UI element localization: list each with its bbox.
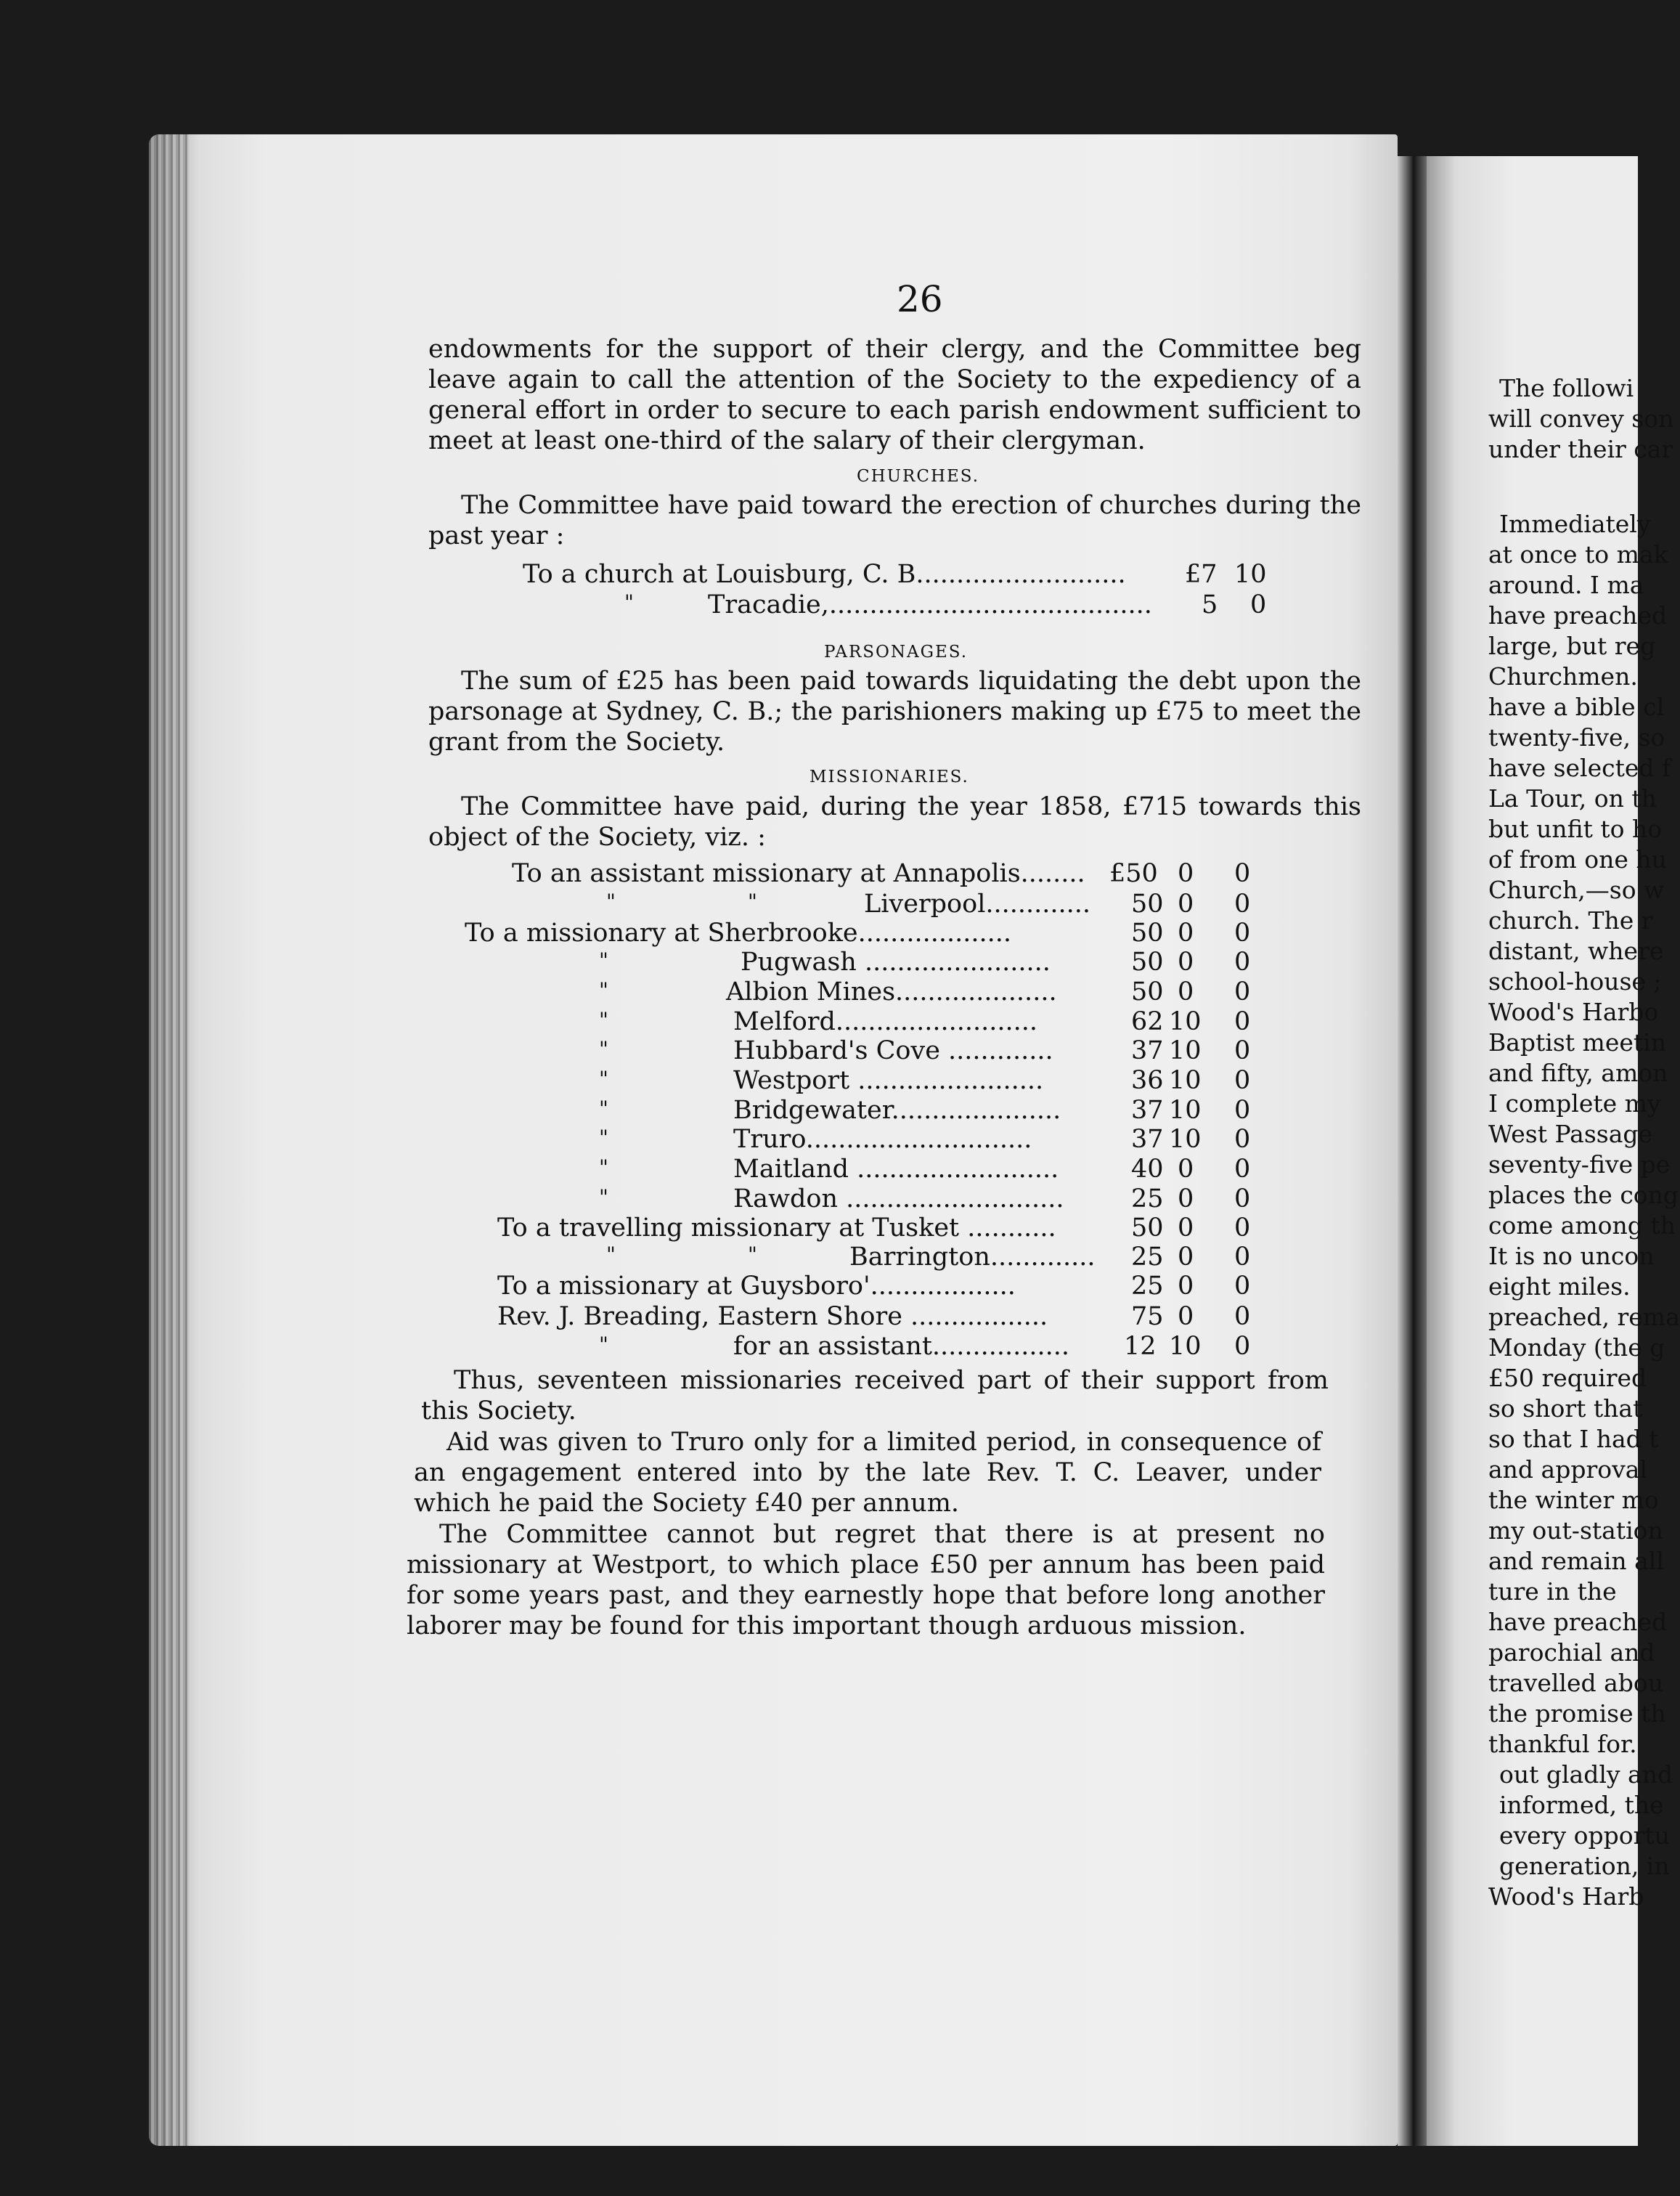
church-item-shillings: 10 <box>1234 560 1267 589</box>
parsonages-text: The sum of £25 has been paid towards liquidating the debt upon the parsonage at Sydney, C. B.; the parishioners making up £75 to meet the grant from the Society. <box>428 667 1361 757</box>
right-page-line: my out-station <box>1488 1516 1663 1545</box>
right-page-line: generation, in <box>1499 1852 1670 1880</box>
right-page-line: around. I ma <box>1488 571 1644 599</box>
missionary-row-pounds: 50 <box>1131 919 1164 948</box>
missionary-row-label: Bridgewater..................... <box>733 1096 1061 1125</box>
missionary-row-shillings: 0 <box>1178 1184 1194 1213</box>
missionary-row-pence: 0 <box>1234 1155 1251 1184</box>
missionary-row-pounds: 37 <box>1131 1096 1164 1125</box>
missionary-row-pounds: 12 <box>1124 1332 1157 1361</box>
right-page-line: so that I had t <box>1488 1425 1659 1453</box>
right-page-line: come among th <box>1488 1211 1676 1240</box>
ditto-mark: " <box>599 1126 608 1150</box>
missionary-row-shillings: 0 <box>1178 919 1194 948</box>
ditto-mark: " <box>748 1243 757 1266</box>
missionary-row-label: Hubbard's Cove ............. <box>733 1036 1053 1065</box>
missionary-row-label: Barrington............. <box>849 1243 1096 1272</box>
right-page-line: ture in the <box>1488 1577 1617 1606</box>
right-page-line: every opportu <box>1499 1821 1670 1850</box>
right-page-line: £50 required <box>1488 1364 1647 1392</box>
right-page-line: have preached <box>1488 601 1668 630</box>
missionary-row-shillings: 0 <box>1178 948 1194 977</box>
church-item-pounds: 5 <box>1202 590 1218 619</box>
right-page-line: will convey son <box>1488 404 1674 433</box>
right-page-line: of from one hu <box>1488 845 1667 874</box>
closing-paragraph: Aid was given to Truro only for a limited period, in consequence of an engagement entered into by the late Rev. T. C. Leaver, under which he paid the Society £40 per annum. <box>414 1428 1321 1518</box>
right-page-line: seventy-five pe <box>1488 1150 1671 1179</box>
missionary-row-shillings: 10 <box>1169 1332 1202 1361</box>
churches-heading: CHURCHES. <box>857 467 980 486</box>
right-page-line: and approval <box>1488 1455 1647 1484</box>
churches-text: The Committee have paid toward the erection of churches during the past year : <box>428 491 1361 550</box>
missionary-row-shillings: 0 <box>1178 1302 1194 1331</box>
right-page-line: preached, rema <box>1488 1303 1680 1331</box>
missionary-row-pence: 0 <box>1234 1066 1251 1095</box>
right-page-line: Wood's Harbo <box>1488 998 1659 1026</box>
right-page-line: large, but reg <box>1488 632 1656 660</box>
right-page-line: the promise th <box>1488 1699 1666 1728</box>
missionary-row-label: To a missionary at Sherbrooke................... <box>465 919 1012 948</box>
right-page-line: Immediately <box>1499 510 1651 538</box>
ditto-mark: " <box>599 1008 608 1032</box>
missionary-row-pounds: £50 <box>1109 859 1158 888</box>
missionaries-text: The Committee have paid, during the year 1858, £715 towards this object of the Society, viz. : <box>428 792 1361 852</box>
missionary-row-pounds: 50 <box>1131 1213 1164 1243</box>
missionary-row-shillings: 0 <box>1178 1155 1194 1184</box>
ditto-mark: " <box>599 1155 608 1179</box>
missionary-row-shillings: 10 <box>1169 1096 1202 1125</box>
missionary-row-pence: 0 <box>1234 977 1251 1006</box>
right-page-line: at once to mak <box>1488 540 1668 569</box>
missionary-row-label: To an assistant missionary at Annapolis........ <box>512 859 1085 888</box>
missionary-row-label: Westport ....................... <box>733 1066 1044 1095</box>
ditto-mark: " <box>606 890 616 914</box>
missionary-row-shillings: 10 <box>1169 1036 1202 1065</box>
missionary-row-pounds: 50 <box>1131 890 1164 919</box>
missionary-row-pounds: 25 <box>1131 1243 1164 1272</box>
missionary-row-pence: 0 <box>1234 859 1251 888</box>
right-page-line: the winter mo <box>1488 1486 1659 1514</box>
missionary-row-pounds: 62 <box>1131 1007 1164 1036</box>
missionary-row-shillings: 10 <box>1169 1007 1202 1036</box>
missionary-row-pounds: 37 <box>1131 1036 1164 1065</box>
right-page-line: school-house ; <box>1488 967 1662 996</box>
right-page-line: Monday (the g <box>1488 1333 1665 1362</box>
ditto-mark: " <box>624 590 634 614</box>
church-item-pounds: £7 <box>1185 560 1218 589</box>
right-page-line: twenty-five, so <box>1488 723 1665 752</box>
missionary-row-label: Rev. J. Breading, Eastern Shore ................. <box>497 1302 1048 1331</box>
missionary-row-shillings: 0 <box>1178 890 1194 919</box>
missionary-row-shillings: 0 <box>1178 1213 1194 1243</box>
church-item-label: Tracadie,........................................ <box>708 590 1152 619</box>
ditto-mark: " <box>606 1243 616 1266</box>
missionary-row-pounds: 37 <box>1131 1125 1164 1154</box>
missionary-row-pounds: 50 <box>1131 948 1164 977</box>
missionary-row-label: To a travelling missionary at Tusket ........... <box>497 1213 1056 1243</box>
missionary-row-label: To a missionary at Guysboro'.................. <box>497 1272 1016 1301</box>
missionary-row-pence: 0 <box>1234 1332 1251 1361</box>
missionary-row-shillings: 0 <box>1178 859 1194 888</box>
right-page-line: distant, where <box>1488 937 1664 965</box>
right-page-line: church. The r <box>1488 906 1653 935</box>
page-number: 26 <box>897 278 943 320</box>
missionary-row-label: Maitland ......................... <box>733 1155 1059 1184</box>
right-page-line: so short that <box>1488 1394 1643 1423</box>
right-page-line: have selected f <box>1488 754 1671 782</box>
right-page-line: and remain all <box>1488 1547 1664 1575</box>
right-page-line: have a bible cl <box>1488 693 1665 721</box>
right-page-line: travelled abou <box>1488 1669 1664 1697</box>
right-page-line: Baptist meetin <box>1488 1028 1666 1057</box>
ditto-mark: " <box>599 1333 608 1357</box>
church-item-shillings: 0 <box>1250 590 1267 619</box>
ditto-mark: " <box>599 1097 608 1121</box>
missionary-row-pence: 0 <box>1234 948 1251 977</box>
missionary-row-label: Albion Mines.................... <box>726 977 1057 1006</box>
right-page-line: and fifty, amon <box>1488 1059 1668 1087</box>
right-page-line: informed, the <box>1499 1791 1664 1819</box>
missionary-row-label: Melford......................... <box>733 1007 1038 1036</box>
missionary-row-pence: 0 <box>1234 1302 1251 1331</box>
right-page-line: under their car <box>1488 435 1673 463</box>
intro-paragraph: endowments for the support of their clergy, and the Committee beg leave again to call the attention of the Society to the expediency of a general effort in order to secure to each parish endowment sufficient to meet at least one-third of the salary of their clergyman. <box>428 335 1361 455</box>
parsonages-heading: PARSONAGES. <box>824 643 969 662</box>
church-item-label: To a church at Louisburg, C. B.......................... <box>523 560 1126 589</box>
right-page-line: out gladly and <box>1499 1760 1673 1789</box>
closing-paragraph: The Committee cannot but regret that there is at present no missionary at Westport, to which place £50 per annum has been paid for some years past, and they earnestly hope that before long another laborer may be found for this important though arduous mission. <box>407 1520 1325 1640</box>
ditto-mark: " <box>599 1037 608 1061</box>
right-page-line: The followi <box>1499 374 1634 402</box>
missionary-row-label: Pugwash ....................... <box>741 948 1051 977</box>
missionary-row-pence: 0 <box>1234 1007 1251 1036</box>
right-page-line: parochial and <box>1488 1638 1655 1667</box>
ditto-mark: " <box>599 978 608 1002</box>
missionary-row-label: Truro............................ <box>733 1125 1032 1154</box>
ditto-mark: " <box>599 948 608 972</box>
missionary-row-label: Liverpool............. <box>864 890 1091 919</box>
right-page-line: but unfit to ho <box>1488 815 1663 843</box>
right-page-line: Churchmen. <box>1488 662 1638 691</box>
missionary-row-pounds: 25 <box>1131 1184 1164 1213</box>
missionary-row-pence: 0 <box>1234 919 1251 948</box>
missionary-row-pence: 0 <box>1234 890 1251 919</box>
missionary-row-pence: 0 <box>1234 1184 1251 1213</box>
missionary-row-pounds: 75 <box>1131 1302 1164 1331</box>
missionary-row-pence: 0 <box>1234 1125 1251 1154</box>
ditto-mark: " <box>599 1185 608 1209</box>
missionary-row-pounds: 40 <box>1131 1155 1164 1184</box>
missionary-row-pence: 0 <box>1234 1243 1251 1272</box>
missionary-row-shillings: 10 <box>1169 1125 1202 1154</box>
ditto-mark: " <box>748 890 757 914</box>
missionary-row-pence: 0 <box>1234 1096 1251 1125</box>
right-page-line: It is no uncon <box>1488 1242 1655 1270</box>
missionary-row-label: Rawdon ........................... <box>733 1184 1064 1213</box>
right-page-line: have preached <box>1488 1608 1668 1636</box>
missionary-row-pounds: 50 <box>1131 977 1164 1006</box>
missionary-row-pounds: 25 <box>1131 1272 1164 1301</box>
closing-paragraph: Thus, seventeen missionaries received part of their support from this Society. <box>421 1366 1329 1426</box>
missionary-row-shillings: 0 <box>1178 1272 1194 1301</box>
right-page-line: La Tour, on th <box>1488 784 1657 813</box>
missionary-row-pence: 0 <box>1234 1213 1251 1243</box>
book-gutter <box>1398 156 1427 2146</box>
right-page-line: West Passage <box>1488 1120 1653 1148</box>
right-page-line: places the cong <box>1488 1181 1679 1209</box>
right-page-line: Church,—so w <box>1488 876 1665 904</box>
right-page-line: thankful for. <box>1488 1730 1637 1758</box>
missionary-row-shillings: 10 <box>1169 1066 1202 1095</box>
missionary-row-shillings: 0 <box>1178 1243 1194 1272</box>
missionary-row-pence: 0 <box>1234 1036 1251 1065</box>
right-page-line: Wood's Harb <box>1488 1882 1644 1911</box>
missionary-row-pounds: 36 <box>1131 1066 1164 1095</box>
missionary-row-shillings: 0 <box>1178 977 1194 1006</box>
missionary-row-label: for an assistant................. <box>733 1332 1070 1361</box>
right-page-line: eight miles. <box>1488 1272 1631 1301</box>
ditto-mark: " <box>599 1067 608 1091</box>
right-page-line: I complete my <box>1488 1089 1661 1118</box>
missionary-row-pence: 0 <box>1234 1272 1251 1301</box>
missionaries-heading: MISSIONARIES. <box>810 768 969 786</box>
